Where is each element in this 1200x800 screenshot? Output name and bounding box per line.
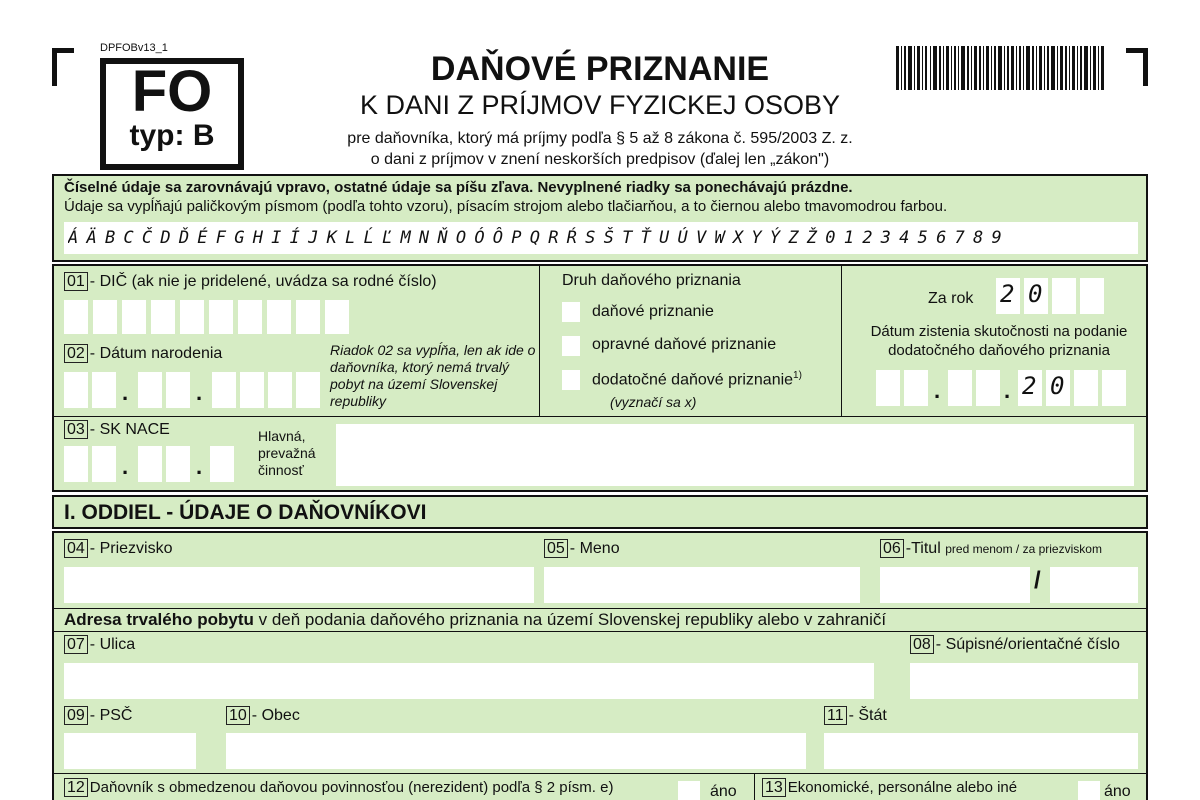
street-input[interactable]: [64, 663, 874, 699]
main-activity-input[interactable]: [336, 424, 1134, 486]
house-number-input[interactable]: [910, 663, 1138, 699]
section-1-body: [52, 531, 1148, 800]
return-type-note: (vyznačí sa x): [610, 394, 697, 410]
field-07-number: 07: [64, 635, 88, 654]
field-13-number: 13: [762, 778, 786, 797]
field-04-number: 04: [64, 539, 88, 558]
field-12-yes: áno: [710, 783, 737, 800]
section-1-title: I. ODDIEL - ÚDAJE O DAŇOVNÍKOVI: [64, 501, 427, 524]
field-07-label: 07 - Ulica: [64, 635, 135, 654]
tax-year-input[interactable]: [996, 278, 1104, 314]
field-01-number: 01: [64, 272, 88, 291]
field-02-label: 02 - Dátum narodenia: [64, 344, 222, 363]
field-11-label: 11 - Štát: [824, 706, 887, 725]
tax-year-digit-2: 0: [1028, 280, 1043, 308]
field-09-label: 09 - PSČ: [64, 706, 132, 725]
field-08-label: 08 - Súpisné/orientačné číslo: [910, 635, 1120, 654]
discovery-date-input[interactable]: . . 2 0: [876, 370, 1130, 406]
handwriting-sample-text: Á Ä B C Č D Ď É F G H I Í J K L Ĺ Ľ M N Ň O Ó Ô P Q R Ŕ S Š T Ť U Ú V W X Y Ý Z Ž 0 1 2 3 4 5 6 7 8 9: [68, 228, 1001, 248]
address-heading: Adresa trvalého pobytu v deň podania daňového priznania na území Slovenskej republiky alebo v zahraničí: [54, 608, 1146, 632]
discovery-date-label: Dátum zistenia skutočnosti na podanie dodatočného daňového priznania: [870, 323, 1128, 359]
corner-mark-top-right: [1126, 48, 1148, 86]
checkbox-corrective-return[interactable]: [562, 336, 580, 356]
field-02-note: Riadok 02 sa vypĺňa, len ak ide o daňovníka, ktorý nemá trvalý pobyt na území Slovenskej republiky: [330, 342, 536, 409]
sk-nace-input[interactable]: . .: [64, 446, 234, 482]
field-01-label: 01 - DIČ (ak nie je pridelené, uvádza sa rodné číslo): [64, 272, 437, 291]
corner-mark-top-left: [52, 48, 74, 86]
first-name-input[interactable]: [544, 567, 860, 603]
postal-code-input[interactable]: [64, 733, 196, 769]
title-before-name-input[interactable]: [880, 567, 1030, 603]
field-10-label: 10 - Obec: [226, 706, 300, 725]
discovery-date-digit-2: 0: [1050, 372, 1065, 400]
field-12-number: 12: [64, 778, 88, 797]
municipality-input[interactable]: [226, 733, 806, 769]
form-code: DPFOBv13_1: [100, 42, 168, 54]
tax-year-label: Za rok: [928, 290, 974, 307]
identification-box: [52, 264, 1148, 492]
field-10-number: 10: [226, 706, 250, 725]
tax-year-digit-1: 2: [1000, 280, 1015, 308]
field-06-number: 06: [880, 539, 904, 558]
field-05-number: 05: [544, 539, 568, 558]
logo-fo-text: FO: [131, 59, 213, 124]
field-13-yes: áno: [1104, 783, 1131, 800]
field-09-number: 09: [64, 706, 88, 725]
surname-input[interactable]: [64, 567, 534, 603]
related-party-checkbox[interactable]: [1078, 781, 1100, 800]
title-separator: /: [1034, 567, 1041, 594]
field-12-label: 12 Daňovník s obmedzenou daňovou povinnosťou (nerezident) podľa § 2 písm. e): [64, 778, 613, 797]
field-11-number: 11: [824, 706, 847, 725]
instructions-box: [52, 174, 1148, 262]
birth-date-input[interactable]: . .: [64, 372, 324, 408]
checkbox-tax-return[interactable]: [562, 302, 580, 322]
page-subtitle: K DANI Z PRÍJMOV FYZICKEJ OSOBY: [359, 90, 841, 120]
field-13-label: 13 Ekonomické, personálne alebo iné: [762, 778, 1017, 797]
field-04-label: 04 - Priezvisko: [64, 539, 172, 558]
main-activity-label: Hlavná, prevažná činnosť: [258, 428, 316, 478]
title-after-name-input[interactable]: [1050, 567, 1138, 603]
field-06-hint: pred menom / za priezviskom: [945, 542, 1102, 556]
page-title: DAŇOVÉ PRIZNANIE: [430, 50, 770, 88]
discovery-date-digit-1: 2: [1022, 372, 1037, 400]
field-03-label: 03 - SK NACE: [64, 420, 170, 439]
field-03-number: 03: [64, 420, 88, 439]
field-08-number: 08: [910, 635, 934, 654]
barcode: [896, 46, 1104, 90]
instructions-line-1: Číselné údaje sa zarovnávajú vpravo, ostatné údaje sa píšu zľava. Nevyplnené riadky sa ponechávajú prázdne.: [64, 179, 853, 196]
instructions-line-2: Údaje sa vypĺňajú paličkovým písmom (podľa tohto vzoru), písacím strojom alebo tlačiarňou, a to čiernou alebo tmavomodrou farbou.: [64, 198, 948, 215]
country-input[interactable]: [824, 733, 1138, 769]
header-description-1: pre daňovníka, ktorý má príjmy podľa § 5 až 8 zákona č. 595/2003 Z. z.: [347, 130, 853, 147]
option-tax-return: daňové priznanie: [592, 303, 714, 320]
nonresident-checkbox[interactable]: [678, 781, 700, 800]
field-02-number: 02: [64, 344, 88, 363]
section-1-header: [52, 495, 1148, 529]
dic-input[interactable]: [64, 300, 350, 334]
header-description-2: o dani z príjmov v znení neskorších predpisov (ďalej len „zákon"): [370, 151, 830, 168]
return-type-title: Druh daňového priznania: [562, 272, 741, 289]
field-06-label: 06 -Titul pred menom / za priezviskom: [880, 539, 1102, 558]
form-type-logo: [100, 58, 244, 170]
checkbox-supplementary-return[interactable]: [562, 370, 580, 390]
option-corrective-return: opravné daňové priznanie: [592, 336, 777, 353]
logo-type-text: typ: B: [129, 119, 215, 152]
option-supplementary-return: dodatočné daňové priznanie$^{1)}$: [592, 370, 802, 389]
field-05-label: 05 - Meno: [544, 539, 620, 558]
